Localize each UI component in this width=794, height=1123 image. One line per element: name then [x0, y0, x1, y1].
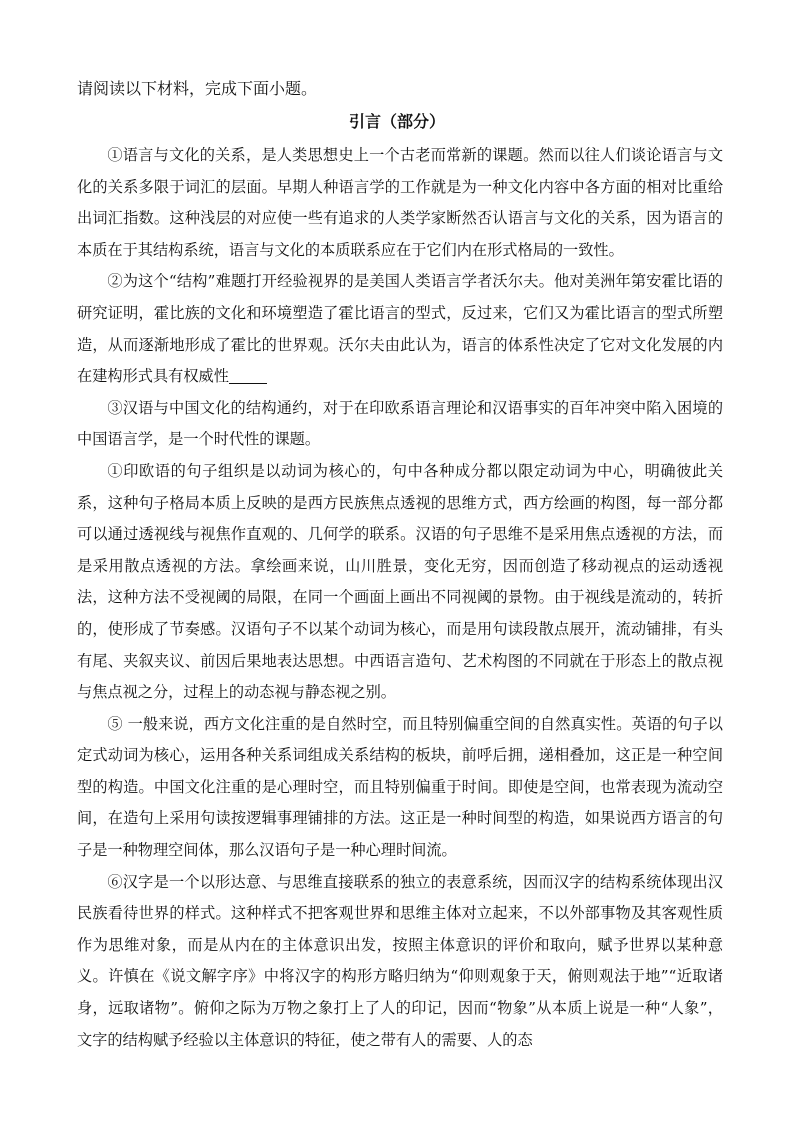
paragraph-4: ①印欧语的句子组织是以动词为核心的，句中各种成分都以限定动词为中心，明确彼此关系，这种句子格局本质上反映的是西方民族焦点透视的思维方式，西方绘画的构图，每一部分都可以通过透视线与视焦作直观的、几何学的联系。汉语的句子思维不是采用焦点透视的方法，而是采用散点透视的方法。拿绘画来说，山川胜景，变化无穷，因而创造了移动视点的运动透视法，这种方法不受视阈的局限，在同一个画面上画出不同视阈的景物。由于视线是流动的，转折的，使形成了节奏感。汉语句子不以某个动词为核心，而是用句读段散点展开，流动铺排，有头有尾、夹叙夹议、前因后果地表达思想。中西语言造句、艺术构图的不同就在于形态上的散点视与焦点视之分，过程上的动态视与静态视之别。 [77, 461, 723, 702]
paragraph-1: ①语言与文化的关系，是人类思想史上一个古老而常新的课题。然而以往人们谈论语言与文化的关系多限于词汇的层面。早期人种语言学的工作就是为一种文化内容中各方面的相对比重给出词汇指数。这种浅层的对应使一些有追求的人类学家断然否认语言与文化的关系，因为语言的本质在于其结构系统，语言与文化的本质联系应在于它们内在形式格局的一致性。 [77, 146, 723, 259]
fill-in-blank [229, 368, 267, 384]
paragraph-5: ⑤ 一般来说，西方文化注重的是自然时空，而且特别偏重空间的自然真实性。英语的句子以定式动词为核心，运用各种关系词组成关系结构的板块，前呼后拥，递相叠加，这正是一种空间型的构造。中国文化注重的是心理时空，而且特别偏重于时间。即使是空间，也常表现为流动空间，在造句上采用句读按逻辑事理铺排的方法。这正是一种时间型的构造，如果说西方语言的句子是一种物理空间体，那么汉语句子是一种心理时间流。 [77, 714, 723, 860]
paragraph-3: ③汉语与中国文化的结构通约，对于在印欧系语言理论和汉语事实的百年冲突中陷入困境的中国语言学，是一个时代性的课题。 [77, 398, 723, 449]
passage-title: 引言（部分） [348, 112, 445, 131]
paragraph-2 [77, 266, 723, 392]
paragraph-6: ⑥汉字是一个以形达意、与思维直接联系的独立的表意系统，因而汉字的结构系统体现出汉民族看待世界的样式。这种样式不把客观世界和思维主体对立起来，不以外部事物及其客观性质作为思维对象，而是从内在的主体意识出发，按照主体意识的评价和取向，赋予世界以某种意义。许慎在《说文解字序》中将汉字的构形方略归纳为“仰则观象于天，俯则观法于地”“近取诸身，远取诸物”。俯仰之际为万物之象打上了人的印记，因而“物象”从本质上说是一种“人象”，文字的结构赋予经验以主体意识的特征，使之带有人的需要、人的态 [77, 872, 723, 1049]
paragraph-2-text: ②为这个“结构”难题打开经验视界的是美国人类语言学者沃尔夫。他对美洲年第安霍比语的研究证明，霍比族的文化和环境塑造了霍比语言的型式，反过来，它们又为霍比语言的型式所塑造，从而逐渐地形成了霍比的世界观。沃尔夫由此认为，语言的体系性决定了它对文化发展的内在建构形式具有权威性 [77, 272, 723, 386]
passage-body [77, 140, 723, 1056]
question-instruction: 请阅读以下材料，完成下面小题。 [77, 79, 318, 98]
